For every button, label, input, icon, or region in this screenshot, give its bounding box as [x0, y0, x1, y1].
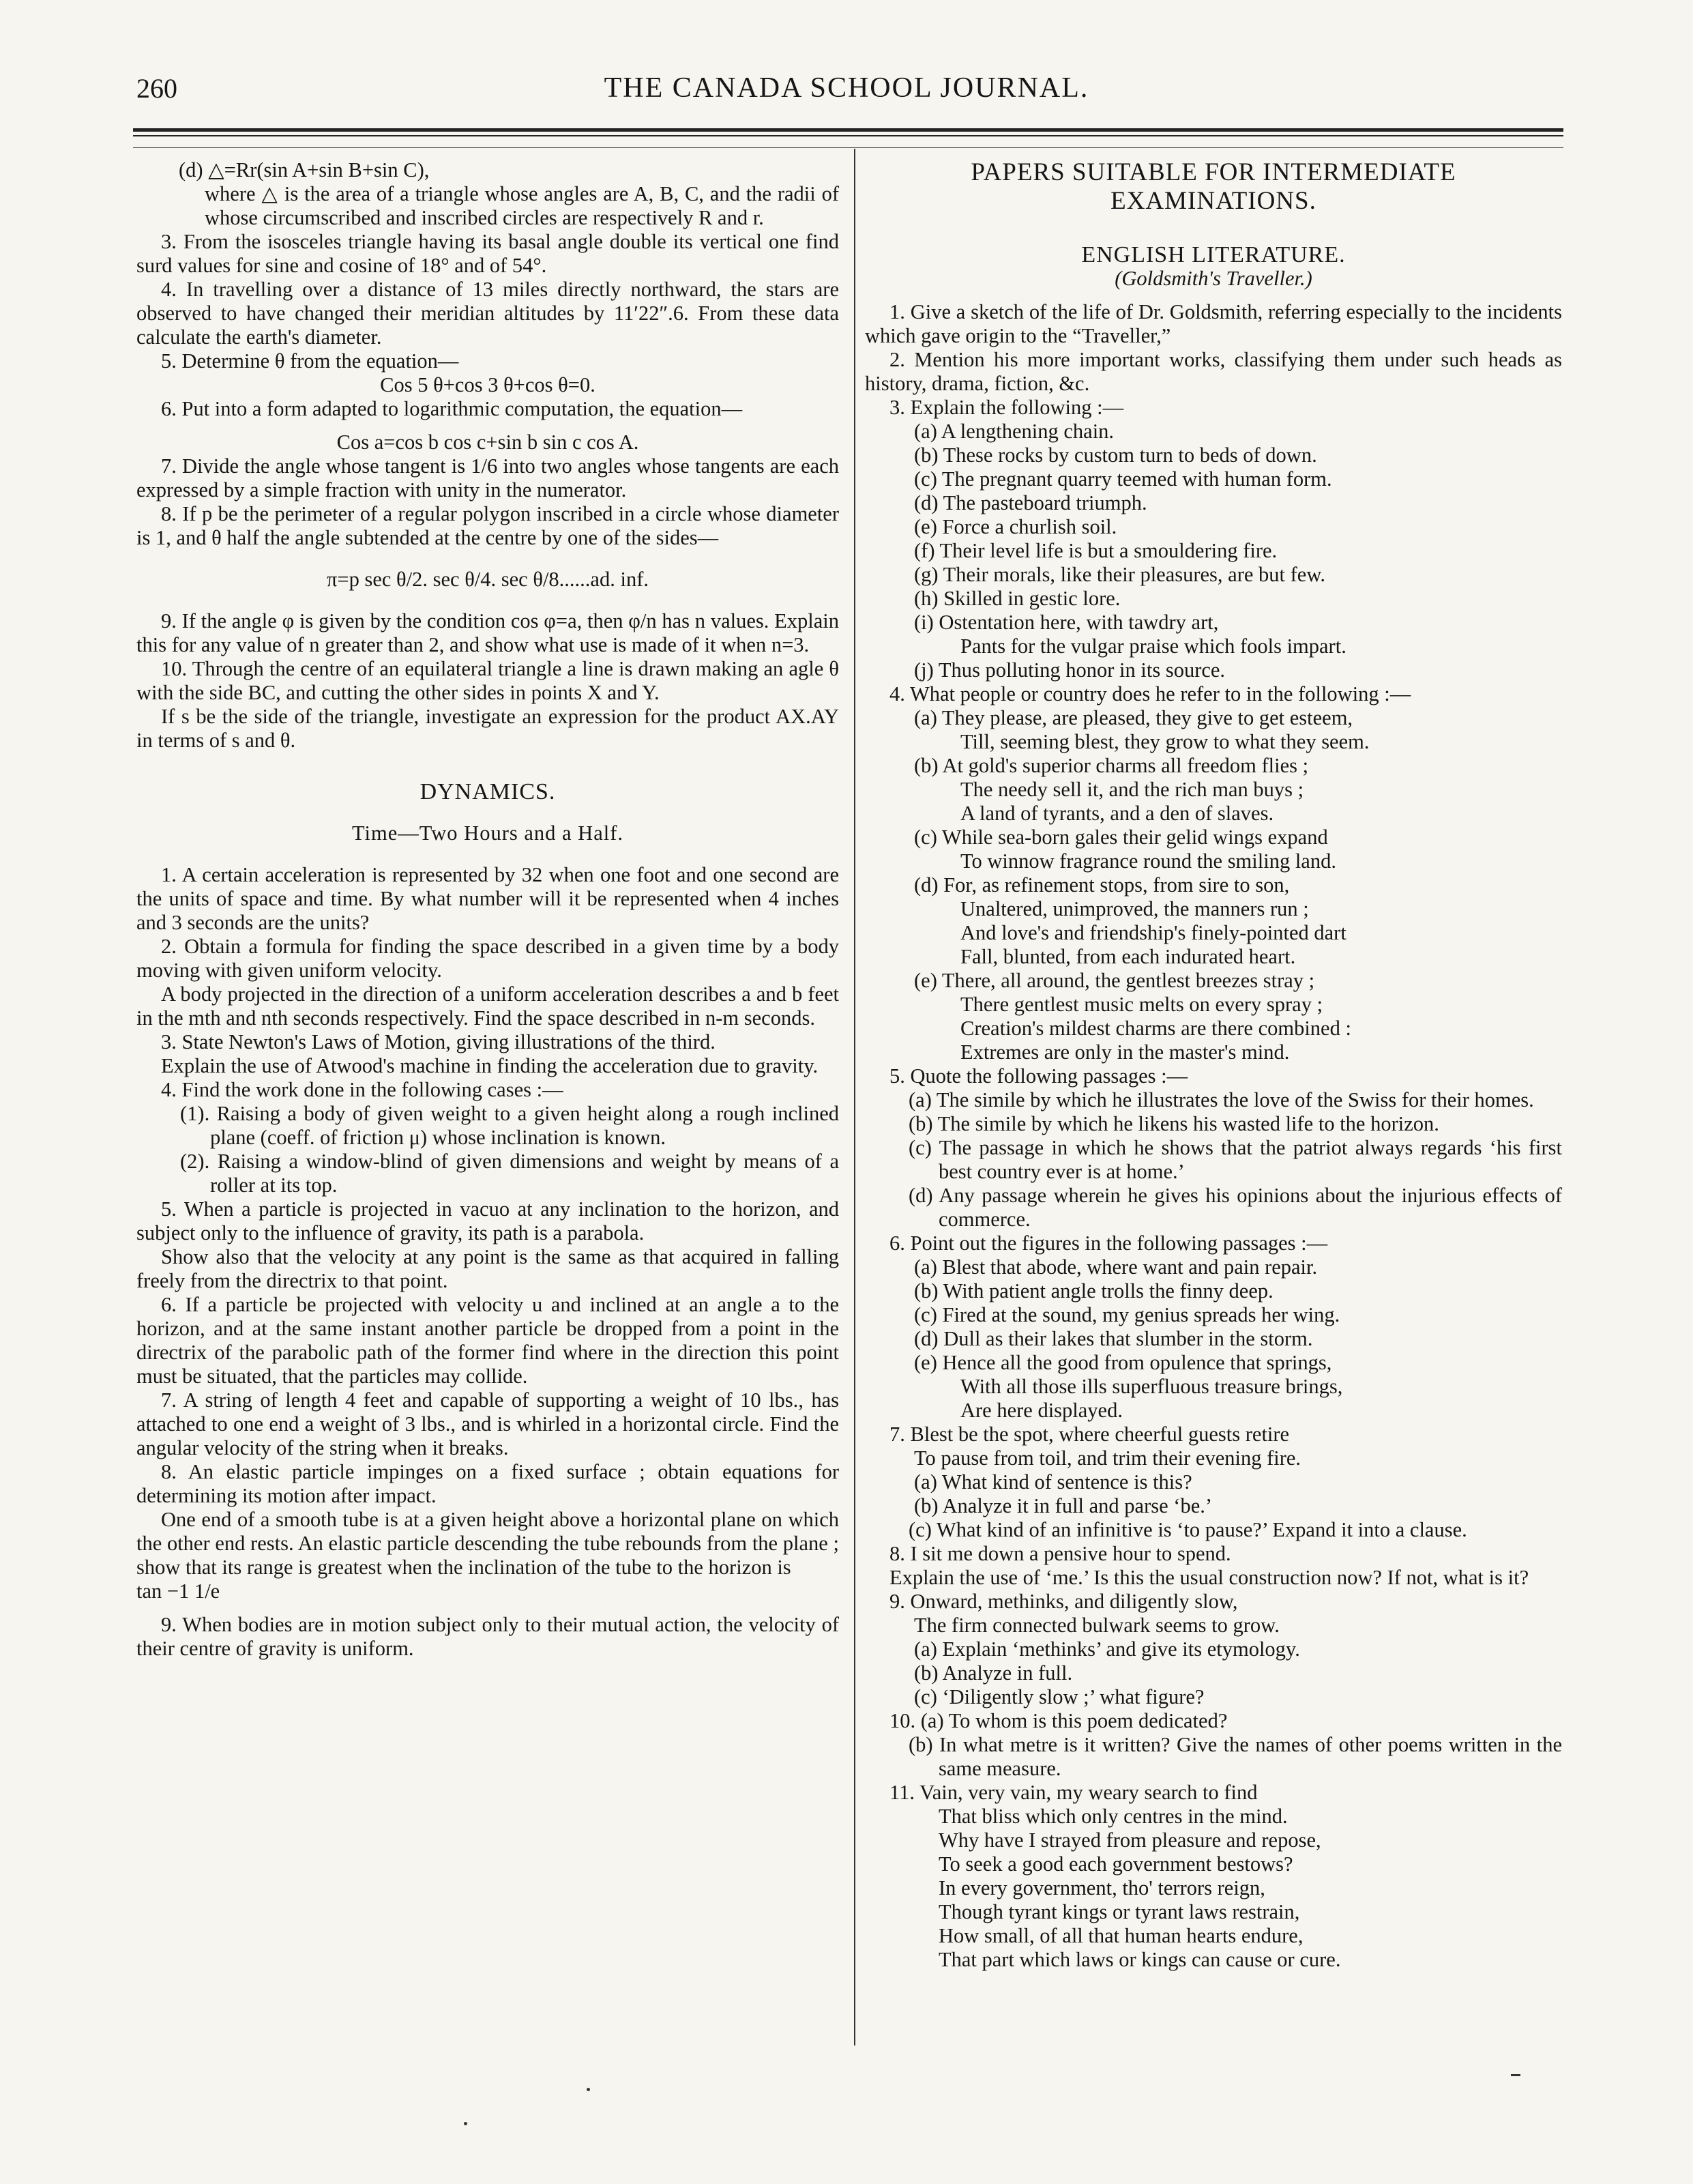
literature-question-11: 11. Vain, very vain, my weary search to find: [889, 1781, 1258, 1804]
formula-d: (d) △=Rr(sin A+sin B+sin C),: [179, 158, 430, 181]
literature-question-9-a: (a) Explain ‘methinks’ and give its etymology.: [914, 1637, 1300, 1661]
dynamics-question-7: 7. A string of length 4 feet and capable of supporting a weight of 10 lbs., has attached to one end a weight of 3 lbs., and is whirled in a horizontal circle. Find the angular velocity of the string when it breaks.: [136, 1388, 839, 1459]
literature-question-6-c: (c) Fired at the sound, my genius spreads her wing.: [914, 1303, 1340, 1326]
literature-question-3-f: (f) Their level life is but a smouldering fire.: [914, 539, 1278, 562]
dynamics-question-8: 8. An elastic particle impinges on a fixed surface ; obtain equations for determining its motion after impact.: [136, 1460, 839, 1507]
literature-question-3-i: (i) Ostentation here, with tawdry art,: [914, 611, 1219, 634]
literature-question-4-a: (a) They please, are pleased, they give to get esteem,: [914, 706, 1353, 729]
literature-question-3-c: (c) The pregnant quarry teemed with human form.: [914, 467, 1332, 491]
print-speck: [587, 2088, 590, 2091]
literature-question-3-h: (h) Skilled in gestic lore.: [914, 587, 1121, 610]
literature-question-4-a-line-2: Till, seeming blest, they grow to what they seem.: [960, 730, 1370, 753]
question-6: 6. Put into a form adapted to logarithmic computation, the equation—: [161, 397, 743, 420]
literature-question-3-a: (a) A lengthening chain.: [914, 420, 1115, 443]
dynamics-heading: DYNAMICS.: [419, 779, 556, 804]
literature-question-9: 9. Onward, methinks, and diligently slow,: [889, 1590, 1238, 1613]
literature-question-4-d-line-3: And love's and friendship's finely-pointed dart: [960, 921, 1346, 944]
literature-question-4-d-line-4: Fall, blunted, from each indurated heart.: [960, 945, 1296, 968]
literature-question-5-c: (c) The passage in which he shows that the patriot always regards ‘his first best country ever is at home.’: [909, 1136, 1562, 1183]
literature-question-3-b: (b) These rocks by custom turn to beds of down.: [914, 443, 1317, 467]
dynamics-question-9: 9. When bodies are in motion subject only to their mutual action, the velocity of their centre of gravity is uniform.: [136, 1613, 839, 1660]
dynamics-question-3: 3. State Newton's Laws of Motion, giving illustrations of the third.: [161, 1030, 716, 1053]
dynamics-question-4-case-1: (1). Raising a body of given weight to a given height along a rough inclined plane (coeff. of friction μ) whose inclination is known.: [180, 1102, 839, 1149]
question-4: 4. In travelling over a distance of 13 miles directly northward, the stars are observed to have changed their meridian altitudes by 11′22″.6. From these data calculate the earth's diameter.: [136, 278, 839, 349]
literature-question-7-c: (c) What kind of an infinitive is ‘to pause?’ Expand it into a clause.: [909, 1518, 1467, 1541]
literature-question-4-e-line-2: There gentlest music melts on every spray ;: [960, 993, 1323, 1016]
literature-question-1: 1. Give a sketch of the life of Dr. Goldsmith, referring especially to the incidents which gave origin to the “Traveller,”: [865, 300, 1562, 347]
literature-question-2: 2. Mention his more important works, classifying them under such heads as history, drama, fiction, &c.: [865, 348, 1562, 395]
literature-question-9-line-2: The firm connected bulwark seems to grow.: [914, 1614, 1280, 1637]
literature-question-6-a: (a) Blest that abode, where want and pain repair.: [914, 1255, 1318, 1279]
right-column: [865, 158, 1562, 1972]
question-9: 9. If the angle φ is given by the condition cos φ=a, then φ/n has n values. Explain this for any value of n greater than 2, and show what use is made of it when n=3.: [136, 609, 839, 656]
literature-question-11-line-8: That part which laws or kings can cause or cure.: [939, 1948, 1341, 1971]
literature-question-7-line-2: To pause from toil, and trim their evening fire.: [914, 1446, 1301, 1470]
question-8: 8. If p be the perimeter of a regular polygon inscribed in a circle whose diameter is 1, and θ half the angle subtended at the centre by one of the sides—: [136, 502, 839, 549]
dynamics-question-1: 1. A certain acceleration is represented by 32 when one foot and one second are the units of space and time. By what number will it be represented when 4 inches and 3 seconds are the units?: [136, 863, 839, 934]
literature-question-6-e-line-2: With all those ills superfluous treasure brings,: [960, 1375, 1343, 1398]
dynamics-question-4: 4. Find the work done in the following cases :—: [161, 1078, 563, 1101]
literature-question-4-e-line-4: Extremes are only in the master's mind.: [960, 1040, 1290, 1064]
question-5-equation: Cos 5 θ+cos 3 θ+cos θ=0.: [380, 373, 595, 396]
literature-question-5-b: (b) The simile by which he likens his wasted life to the horizon.: [909, 1112, 1439, 1135]
literature-question-7: 7. Blest be the spot, where cheerful guests retire: [889, 1423, 1290, 1446]
subject-subtitle: (Goldsmith's Traveller.): [1115, 267, 1312, 290]
dynamics-question-3-b: Explain the use of Atwood's machine in finding the acceleration due to gravity.: [161, 1054, 819, 1077]
question-3: 3. From the isosceles triangle having its basal angle double its vertical one find surd values for sine and cosine of 18° and of 54°.: [136, 230, 839, 277]
literature-question-3-j: (j) Thus polluting honor in its source.: [914, 658, 1226, 682]
dynamics-question-8-equation: tan −1 1/e: [136, 1579, 220, 1603]
literature-question-10-b: (b) In what metre is it written? Give the names of other poems written in the same measure.: [909, 1733, 1562, 1780]
page-header: [136, 72, 1557, 117]
literature-question-4-b-line-2: The needy sell it, and the rich man buys ;: [960, 778, 1304, 801]
literature-question-11-line-4: To seek a good each government bestows?: [939, 1852, 1293, 1876]
dynamics-time: Time—Two Hours and a Half.: [351, 821, 624, 845]
dynamics-question-8-b: One end of a smooth tube is at a given height above a horizontal plane on which the other end rests. An elastic particle descending the tube rebounds from the plane ; show that its range is greatest when the inclination of the tube to the horizon is: [136, 1508, 839, 1579]
print-speck: [1511, 2074, 1520, 2076]
print-speck: [464, 2122, 467, 2125]
literature-question-6-d: (d) Dull as their lakes that slumber in the storm.: [914, 1327, 1313, 1350]
literature-question-7-a: (a) What kind of sentence is this?: [914, 1470, 1192, 1494]
literature-question-3: 3. Explain the following :—: [889, 396, 1124, 419]
literature-question-9-b: (b) Analyze in full.: [914, 1661, 1073, 1685]
question-7: 7. Divide the angle whose tangent is 1/6 into two angles whose tangents are each expressed by a simple fraction with unity in the numerator.: [136, 454, 839, 501]
literature-question-4-d: (d) For, as refinement stops, from sire to son,: [914, 873, 1290, 897]
literature-question-5-a: (a) The simile by which he illustrates the love of the Swiss for their homes.: [909, 1088, 1534, 1111]
page-number: 260: [136, 73, 177, 104]
dynamics-question-2-b: A body projected in the direction of a uniform acceleration describes a and b feet in the mth and nth seconds respectively. Find the space described in n-m seconds.: [136, 982, 839, 1030]
literature-question-4-d-line-2: Unaltered, unimproved, the manners run ;: [960, 897, 1309, 920]
question-10-part-b: If s be the side of the triangle, investigate an expression for the product AX.AY in terms of s and θ.: [136, 705, 839, 752]
literature-question-5-d: (d) Any passage wherein he gives his opinions about the injurious effects of commerce.: [909, 1184, 1562, 1231]
dynamics-question-2: 2. Obtain a formula for finding the space described in a given time by a body moving with given uniform velocity.: [136, 935, 839, 982]
literature-question-9-c: (c) ‘Diligently slow ;’ what figure?: [914, 1685, 1205, 1708]
literature-question-7-b: (b) Analyze it in full and parse ‘be.’: [914, 1494, 1213, 1517]
literature-question-4-c: (c) While sea-born gales their gelid wings expand: [914, 826, 1328, 849]
dynamics-question-5-b: Show also that the velocity at any point is the same as that acquired in falling freely from the directrix to that point.: [136, 1245, 839, 1292]
literature-question-4-e: (e) There, all around, the gentlest breezes stray ;: [914, 969, 1315, 992]
papers-heading: PAPERS SUITABLE FOR INTERMEDIATE EXAMINATIONS.: [971, 158, 1456, 215]
left-column: [136, 158, 839, 1661]
header-rule-second: [133, 147, 1563, 148]
journal-title: THE CANADA SCHOOL JOURNAL.: [604, 72, 1089, 104]
literature-question-11-line-2: That bliss which only centres in the mind.: [939, 1805, 1288, 1828]
literature-question-6: 6. Point out the figures in the following passages :—: [889, 1232, 1328, 1255]
header-rule-thin: [133, 135, 1563, 136]
literature-question-6-e: (e) Hence all the good from opulence that springs,: [914, 1351, 1332, 1374]
literature-question-3-d: (d) The pasteboard triumph.: [914, 491, 1147, 514]
literature-question-4-b: (b) At gold's superior charms all freedom flies ;: [914, 754, 1309, 777]
literature-question-4-b-line-3: A land of tyrants, and a den of slaves.: [960, 802, 1274, 825]
question-10: 10. Through the centre of an equilateral triangle a line is drawn making an agle θ with the side BC, and cutting the other sides in points X and Y.: [136, 657, 839, 704]
literature-question-4-c-line-2: To winnow fragrance round the smiling land.: [960, 849, 1336, 873]
literature-question-8: 8. I sit me down a pensive hour to spend.: [889, 1542, 1231, 1565]
literature-question-4-e-line-3: Creation's mildest charms are there combined :: [960, 1017, 1351, 1040]
literature-question-4: 4. What people or country does he refer to in the following :—: [889, 682, 1411, 705]
dynamics-question-4-case-2: (2). Raising a window-blind of given dimensions and weight by means of a roller at its top.: [180, 1150, 839, 1197]
question-8-equation: π=p sec θ/2. sec θ/4. sec θ/8......ad. inf.: [327, 568, 649, 591]
literature-question-3-e: (e) Force a churlish soil.: [914, 515, 1117, 538]
column-divider: [854, 149, 855, 2045]
question-6-equation: Cos a=cos b cos c+sin b sin c cos A.: [336, 431, 639, 454]
literature-question-6-b: (b) With patient angle trolls the finny deep.: [914, 1279, 1274, 1302]
english-literature-heading: ENGLISH LITERATURE.: [1081, 242, 1346, 267]
dynamics-question-5: 5. When a particle is projected in vacuo at any inclination to the horizon, and subject only to the influence of gravity, its path is a parabola.: [136, 1197, 839, 1244]
literature-question-11-line-5: In every government, tho' terrors reign,: [939, 1876, 1265, 1899]
literature-question-5: 5. Quote the following passages :—: [889, 1064, 1188, 1088]
dynamics-question-6: 6. If a particle be projected with velocity u and inclined at an angle a to the horizon, and at the same instant another particle be dropped from a point in the directrix of the parabolic path of the former find where in the direction this point must be situated, that the particles may collide.: [136, 1293, 839, 1388]
literature-question-10-a: 10. (a) To whom is this poem dedicated?: [889, 1709, 1228, 1732]
header-rule-thick: [133, 128, 1563, 132]
literature-question-11-line-3: Why have I strayed from pleasure and repose,: [939, 1829, 1321, 1852]
question-5: 5. Determine θ from the equation—: [161, 349, 459, 373]
formula-d-note: where △ is the area of a triangle whose angles are A, B, C, and the radii of whose circumscribed and inscribed circles are respectively R and r.: [205, 182, 839, 229]
literature-question-3-i-line-2: Pants for the vulgar praise which fools impart.: [960, 635, 1346, 658]
literature-question-11-line-7: How small, of all that human hearts endure,: [939, 1924, 1304, 1947]
literature-question-8-b: Explain the use of ‘me.’ Is this the usual construction now? If not, what is it?: [889, 1566, 1529, 1589]
literature-question-6-e-line-3: Are here displayed.: [960, 1399, 1123, 1422]
literature-question-3-g: (g) Their morals, like their pleasures, are but few.: [914, 563, 1326, 586]
literature-question-11-line-6: Though tyrant kings or tyrant laws restrain,: [939, 1900, 1300, 1923]
